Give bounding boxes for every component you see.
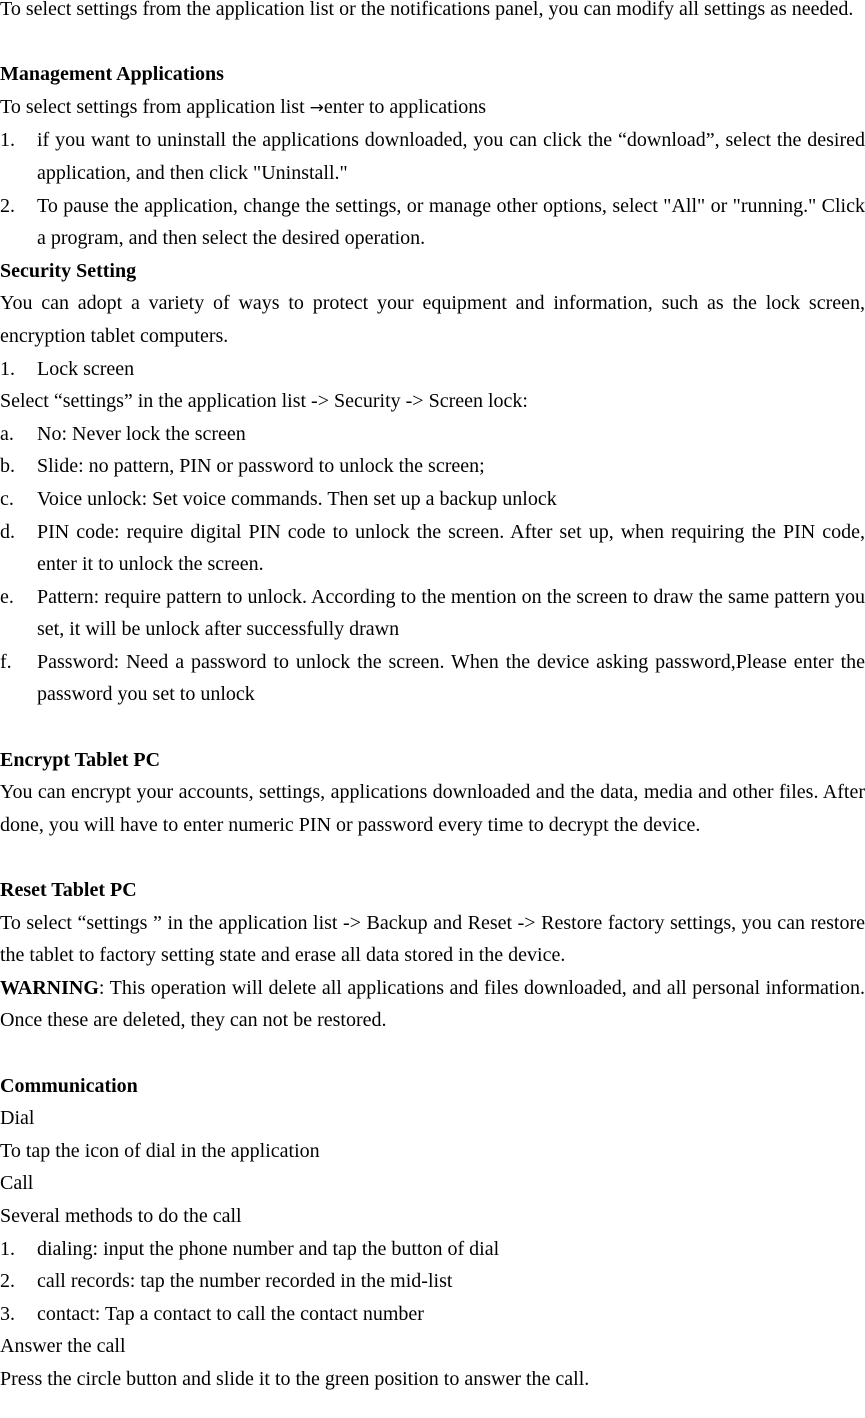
list-marker: b. — [0, 455, 15, 478]
reset-heading: Reset Tablet PC — [0, 879, 137, 902]
encrypt-paragraph: You can encrypt your accounts, settings, applications downloaded and the data, media and other files. After done, you will have to enter numeric PIN or password every time to decrypt the device. — [0, 781, 865, 836]
list-item-text: PIN code: require digital PIN code to unlock the screen. After set up, when requiring the PIN code, enter it to unlock the screen. — [37, 520, 865, 576]
list-item — [0, 646, 865, 711]
management-heading: Management Applications — [0, 63, 224, 86]
list-item — [0, 581, 865, 646]
list-item-text: dialing: input the phone number and tap the button of dial — [37, 1237, 500, 1260]
list-item-text: No: Never lock the screen — [37, 422, 246, 445]
list-item-text: To pause the application, change the settings, or manage other options, select "All" or "running." Click a program, and then select the desired operation. — [37, 194, 865, 250]
list-item — [0, 124, 865, 189]
call-label: Call — [0, 1172, 34, 1195]
list-item-text: Slide: no pattern, PIN or password to unlock the screen; — [37, 455, 485, 478]
communication-heading: Communication — [0, 1074, 138, 1097]
list-item — [0, 353, 865, 386]
security-heading: Security Setting — [0, 259, 137, 282]
list-item — [0, 1298, 865, 1331]
list-marker: a. — [0, 422, 14, 445]
list-item — [0, 483, 865, 516]
screen-lock-path: Select “settings” in the application list -> Security -> Screen lock: — [0, 390, 528, 413]
spacer — [0, 841, 865, 874]
spacer — [0, 711, 865, 744]
list-marker: d. — [0, 520, 15, 543]
reset-paragraph: To select “settings ” in the application list -> Backup and Reset -> Restore factory settings, you can restore the tablet to factory setting state and erase all data stored in the device. — [0, 911, 865, 967]
list-marker: 1. — [0, 357, 15, 380]
list-item-text: if you want to uninstall the applications downloaded, you can click the “download”, select the desired application, and then click "Uninstall." — [37, 129, 865, 184]
list-item — [0, 516, 865, 581]
list-item — [0, 418, 865, 451]
list-item — [0, 190, 865, 255]
intro-paragraph: To select settings from the application list or the notifications panel, you can modify all settings as needed. — [0, 0, 854, 20]
list-item-text: Password: Need a password to unlock the screen. When the device asking password,Please enter the password you set to unlock — [37, 650, 865, 706]
list-item-text: contact: Tap a contact to call the contact number — [37, 1302, 424, 1325]
list-marker: 3. — [0, 1302, 15, 1325]
warning-label: WARNING — [0, 976, 99, 999]
list-marker: 2. — [0, 1270, 15, 1293]
list-marker: 1. — [0, 129, 15, 152]
answer-label: Answer the call — [0, 1335, 126, 1358]
spacer — [0, 26, 865, 59]
spacer — [0, 1037, 865, 1070]
list-item-text: Lock screen — [37, 357, 135, 380]
list-marker: f. — [0, 650, 12, 673]
list-item — [0, 450, 865, 483]
dial-label: Dial — [0, 1107, 35, 1130]
management-path-line — [0, 91, 865, 125]
management-path-before: To select settings from application list — [0, 95, 310, 118]
list-marker: 2. — [0, 194, 15, 217]
warning-paragraph — [0, 972, 865, 1037]
arrow-right-icon: → — [309, 97, 324, 118]
management-path-after: enter to applications — [323, 95, 487, 118]
list-item-text: Pattern: require pattern to unlock. According to the mention on the screen to draw the same pattern you set, it will be unlock after successfully drawn — [37, 585, 865, 641]
dial-text: To tap the icon of dial in the application — [0, 1139, 320, 1162]
list-marker: 1. — [0, 1237, 15, 1260]
list-marker: c. — [0, 487, 14, 510]
list-item-text: call records: tap the number recorded in the mid-list — [37, 1270, 453, 1293]
encrypt-heading: Encrypt Tablet PC — [0, 748, 161, 771]
call-text: Several methods to do the call — [0, 1204, 242, 1227]
list-item-text: Voice unlock: Set voice commands. Then set up a backup unlock — [37, 487, 557, 510]
answer-text: Press the circle button and slide it to the green position to answer the call. — [0, 1367, 590, 1390]
list-item — [0, 1233, 865, 1266]
warning-text: : This operation will delete all applications and files downloaded, and all personal information. Once these are deleted, they can not be restored. — [0, 976, 865, 1032]
list-marker: e. — [0, 585, 14, 608]
list-item — [0, 1265, 865, 1298]
security-description: You can adopt a variety of ways to protect your equipment and information, such as the lock screen, encryption tablet computers. — [0, 292, 865, 347]
